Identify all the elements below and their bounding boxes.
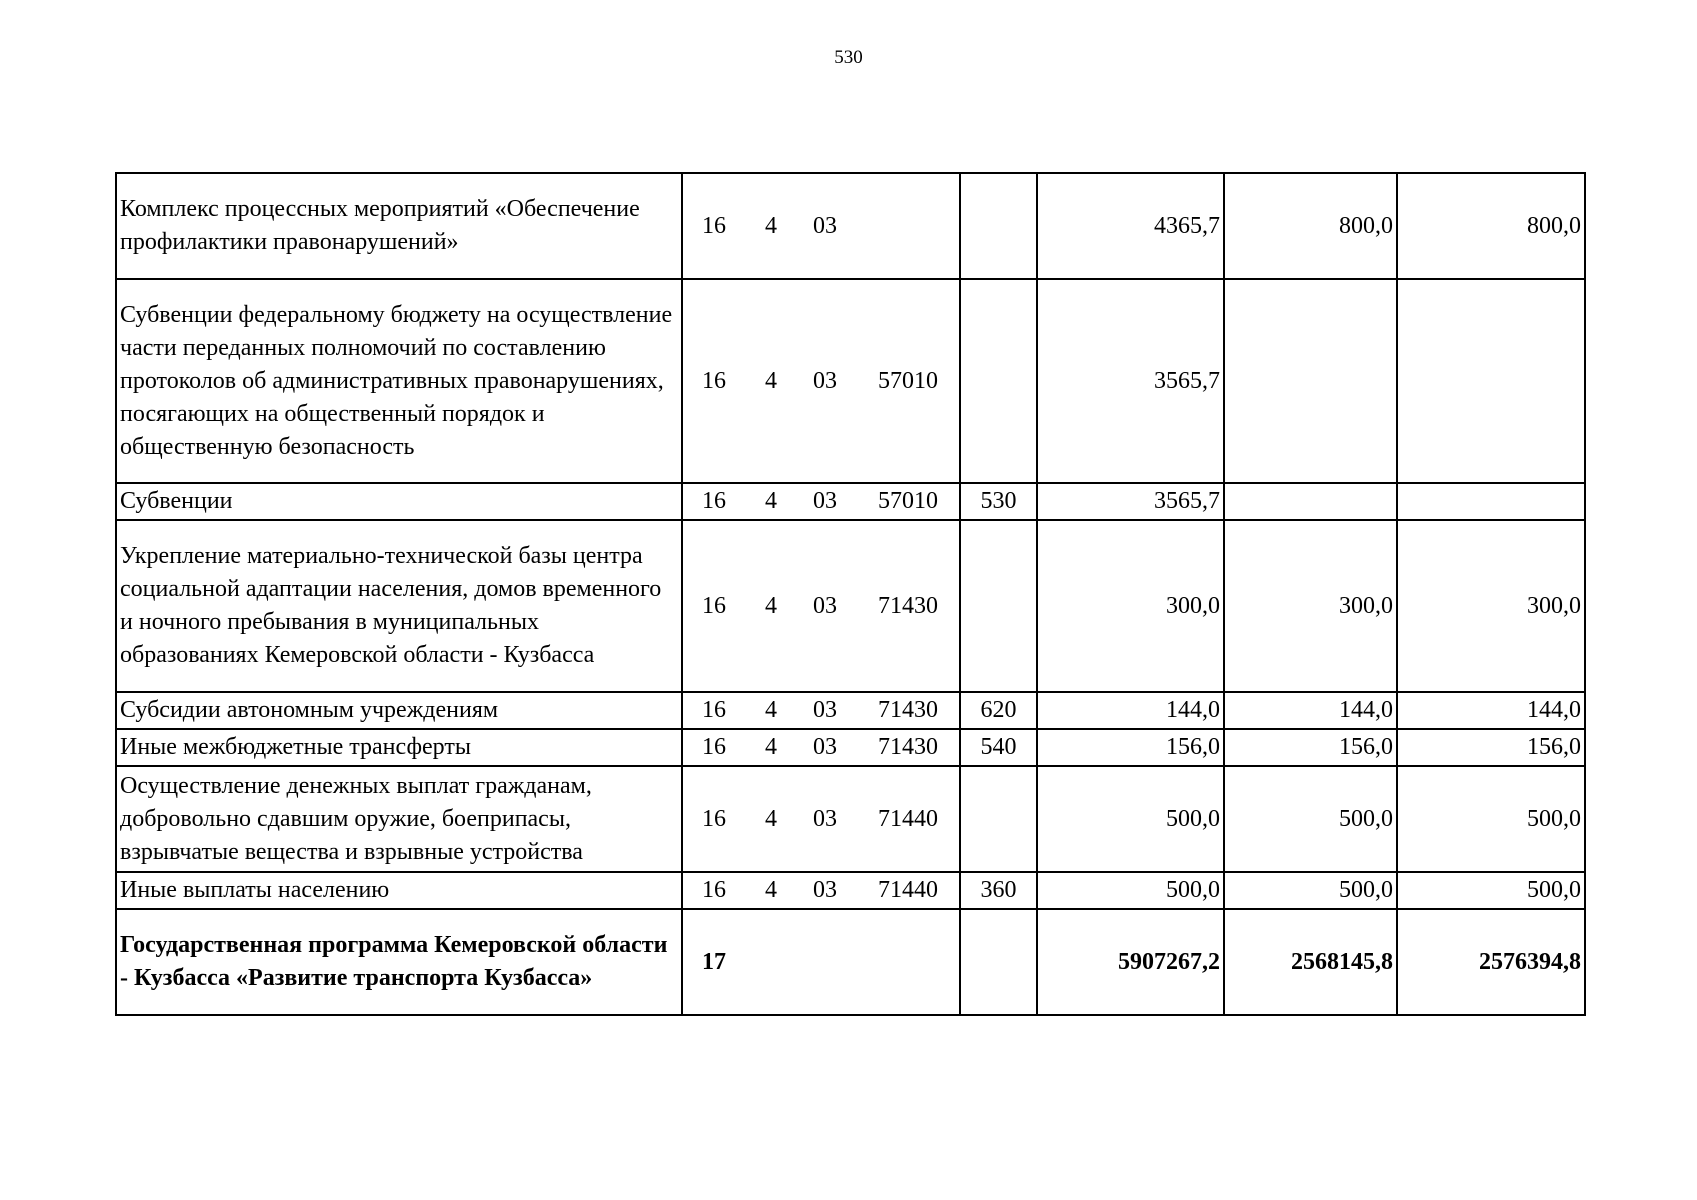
program-code: 16 (702, 697, 726, 723)
program-code: 16 (702, 877, 726, 903)
program-code: 16 (702, 212, 726, 239)
program-code-cell (682, 483, 960, 520)
expense-type (960, 173, 1037, 279)
amount-year-2: 156,0 (1224, 729, 1397, 766)
row-name: Иные межбюджетные трансферты (116, 729, 682, 766)
amount-year-1: 3565,7 (1037, 483, 1224, 520)
amount-year-1: 500,0 (1037, 872, 1224, 909)
amount-year-1: 4365,7 (1037, 173, 1224, 279)
table-row (116, 729, 1585, 766)
program-code: 16 (702, 367, 726, 394)
subprogram-code: 4 (765, 592, 777, 619)
program-code: 17 (702, 948, 726, 975)
expense-type (960, 520, 1037, 692)
program-code: 16 (702, 805, 726, 832)
row-name: Комплекс процессных мероприятий «Обеспечение профилактики правонарушений» (116, 173, 682, 279)
row-name: Осуществление денежных выплат гражданам, добровольно сдавшим оружие, боеприпасы, взрывчатые вещества и взрывные устройства (116, 766, 682, 872)
table-row (116, 872, 1585, 909)
subprogram-code: 4 (765, 488, 777, 514)
amount-year-3: 500,0 (1397, 872, 1585, 909)
expense-type: 530 (960, 483, 1037, 520)
amount-year-3 (1397, 279, 1585, 483)
amount-year-2: 800,0 (1224, 173, 1397, 279)
program-code: 16 (702, 488, 726, 514)
expense-type: 360 (960, 872, 1037, 909)
amount-year-3 (1397, 483, 1585, 520)
program-code-cell (682, 872, 960, 909)
direction-code: 71430 (878, 592, 938, 619)
amount-year-1: 500,0 (1037, 766, 1224, 872)
row-name: Иные выплаты населению (116, 872, 682, 909)
program-code-cell (682, 520, 960, 692)
direction-code: 71430 (878, 697, 938, 723)
event-code: 03 (813, 877, 837, 903)
event-code: 03 (813, 734, 837, 760)
amount-year-1: 3565,7 (1037, 279, 1224, 483)
program-code-cell (682, 279, 960, 483)
table-row (116, 483, 1585, 520)
program-code-cell (682, 766, 960, 872)
amount-year-1: 144,0 (1037, 692, 1224, 729)
event-code: 03 (813, 592, 837, 619)
amount-year-3: 144,0 (1397, 692, 1585, 729)
expense-type (960, 766, 1037, 872)
amount-year-2 (1224, 279, 1397, 483)
table-row (116, 692, 1585, 729)
table-row (116, 279, 1585, 483)
program-code-cell (682, 173, 960, 279)
direction-code: 71430 (878, 734, 938, 760)
amount-year-2: 500,0 (1224, 766, 1397, 872)
direction-code: 57010 (878, 488, 938, 514)
expense-type (960, 279, 1037, 483)
table-row-program-total (116, 909, 1585, 1015)
row-name: Субвенции (116, 483, 682, 520)
expense-type: 620 (960, 692, 1037, 729)
event-code: 03 (813, 488, 837, 514)
page-number: 530 (834, 47, 863, 68)
amount-year-1: 5907267,2 (1037, 909, 1224, 1015)
expense-type: 540 (960, 729, 1037, 766)
event-code: 03 (813, 212, 837, 239)
subprogram-code: 4 (765, 877, 777, 903)
event-code: 03 (813, 367, 837, 394)
program-code: 16 (702, 592, 726, 619)
row-name: Укрепление материально-технической базы центра социальной адаптации населения, домов временного и ночного пребывания в муниципальных образованиях Кемеровской области - Кузбасса (116, 520, 682, 692)
subprogram-code: 4 (765, 734, 777, 760)
amount-year-1: 300,0 (1037, 520, 1224, 692)
program-code-cell (682, 909, 960, 1015)
amount-year-1: 156,0 (1037, 729, 1224, 766)
subprogram-code: 4 (765, 805, 777, 832)
subprogram-code: 4 (765, 367, 777, 394)
expense-type (960, 909, 1037, 1015)
row-name: Государственная программа Кемеровской области - Кузбасса «Развитие транспорта Кузбасса» (116, 909, 682, 1015)
direction-code: 71440 (878, 805, 938, 832)
amount-year-2: 300,0 (1224, 520, 1397, 692)
row-name: Субвенции федеральному бюджету на осуществление части переданных полномочий по составлению протоколов об административных правонарушениях, посягающих на общественный порядок и общественную безопасность (116, 279, 682, 483)
direction-code: 57010 (878, 367, 938, 394)
amount-year-3: 500,0 (1397, 766, 1585, 872)
program-code: 16 (702, 734, 726, 760)
row-name: Субсидии автономным учреждениям (116, 692, 682, 729)
amount-year-2: 2568145,8 (1224, 909, 1397, 1015)
amount-year-3: 156,0 (1397, 729, 1585, 766)
subprogram-code: 4 (765, 697, 777, 723)
amount-year-3: 300,0 (1397, 520, 1585, 692)
program-code-cell (682, 692, 960, 729)
amount-year-3: 800,0 (1397, 173, 1585, 279)
table-row (116, 520, 1585, 692)
direction-code: 71440 (878, 877, 938, 903)
subprogram-code: 4 (765, 212, 777, 239)
event-code: 03 (813, 805, 837, 832)
table-row (116, 766, 1585, 872)
table-row (116, 173, 1585, 279)
event-code: 03 (813, 697, 837, 723)
amount-year-2 (1224, 483, 1397, 520)
program-code-cell (682, 729, 960, 766)
amount-year-2: 144,0 (1224, 692, 1397, 729)
budget-table (115, 172, 1586, 1016)
amount-year-2: 500,0 (1224, 872, 1397, 909)
amount-year-3: 2576394,8 (1397, 909, 1585, 1015)
